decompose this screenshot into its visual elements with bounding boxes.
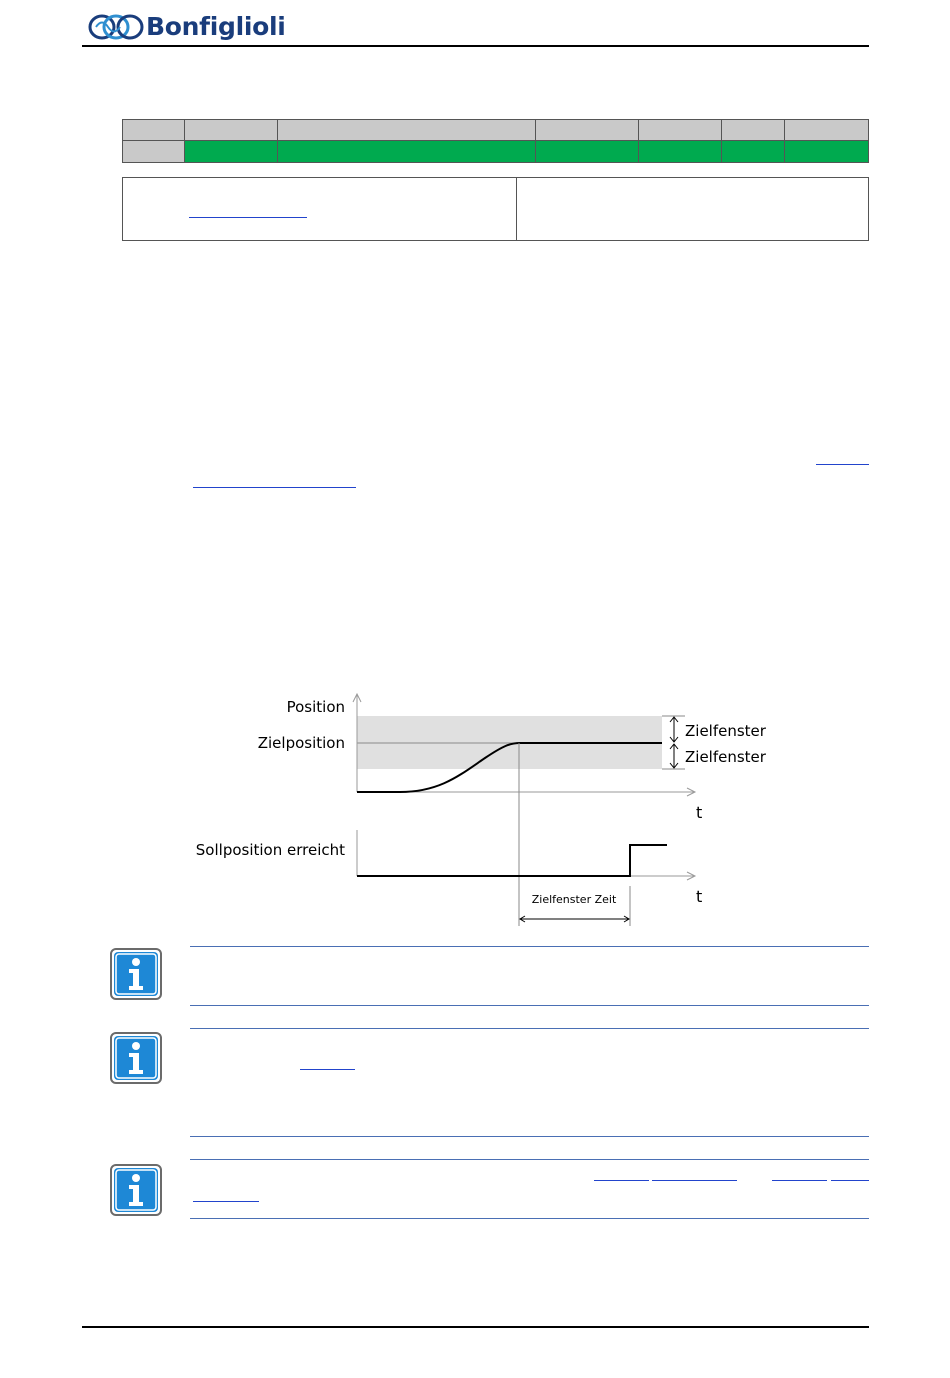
info-icon: [110, 1032, 162, 1084]
note-3-link-1[interactable]: [594, 1180, 649, 1181]
note-3-link-4[interactable]: [831, 1180, 869, 1181]
table-cell: [785, 120, 869, 141]
table-cell: [638, 120, 722, 141]
label-t-lower: t: [696, 887, 703, 906]
table-cell: [123, 120, 185, 141]
reference-link[interactable]: [189, 217, 307, 218]
label-zielfenster-upper: Zielfenster: [685, 722, 766, 740]
label-zielfenster-lower: Zielfenster: [685, 748, 766, 766]
parameter-table-header-row: [123, 120, 869, 141]
body-link-part-1[interactable]: [816, 464, 869, 465]
table-cell: [277, 141, 535, 163]
reached-signal-line: [357, 845, 667, 876]
note-rule-top: [190, 1159, 869, 1160]
note-3-link-5[interactable]: [193, 1201, 259, 1202]
label-t-upper: t: [696, 803, 703, 822]
logo-mark-icon: [88, 10, 144, 44]
table-cell: [535, 141, 638, 163]
label-position: Position: [286, 698, 345, 716]
note-rule-top: [190, 946, 869, 947]
table-cell: [277, 120, 535, 141]
parameter-table: [122, 119, 869, 163]
note-3-link-3[interactable]: [772, 1180, 827, 1181]
bonfiglioli-logo: [88, 10, 298, 44]
table-cell: [638, 141, 722, 163]
table-cell: [123, 141, 185, 163]
table-divider: [516, 178, 517, 240]
label-sollposition-erreicht: Sollposition erreicht: [195, 841, 345, 859]
header-rule: [82, 45, 869, 47]
info-icon: [110, 1164, 162, 1216]
table-cell: [785, 141, 869, 163]
note-2-link[interactable]: [300, 1069, 355, 1070]
target-window-diagram: [185, 690, 785, 930]
note-rule-bottom: [190, 1136, 869, 1137]
note-3-link-2[interactable]: [652, 1180, 737, 1181]
table-cell: [184, 120, 277, 141]
table-cell: [722, 120, 785, 141]
table-cell: [722, 141, 785, 163]
parameter-table-status-row: [123, 141, 869, 163]
reference-table: [122, 177, 869, 241]
footer-rule: [82, 1326, 869, 1328]
logo-text: Bonfiglioli: [146, 12, 286, 41]
note-rule-bottom: [190, 1005, 869, 1006]
label-zielfenster-zeit: Zielfenster Zeit: [531, 893, 617, 906]
label-zielposition: Zielposition: [257, 734, 345, 752]
info-icon: [110, 948, 162, 1000]
table-cell: [535, 120, 638, 141]
table-cell: [184, 141, 277, 163]
body-link-part-2[interactable]: [193, 487, 356, 488]
note-rule-top: [190, 1028, 869, 1029]
note-rule-bottom: [190, 1218, 869, 1219]
